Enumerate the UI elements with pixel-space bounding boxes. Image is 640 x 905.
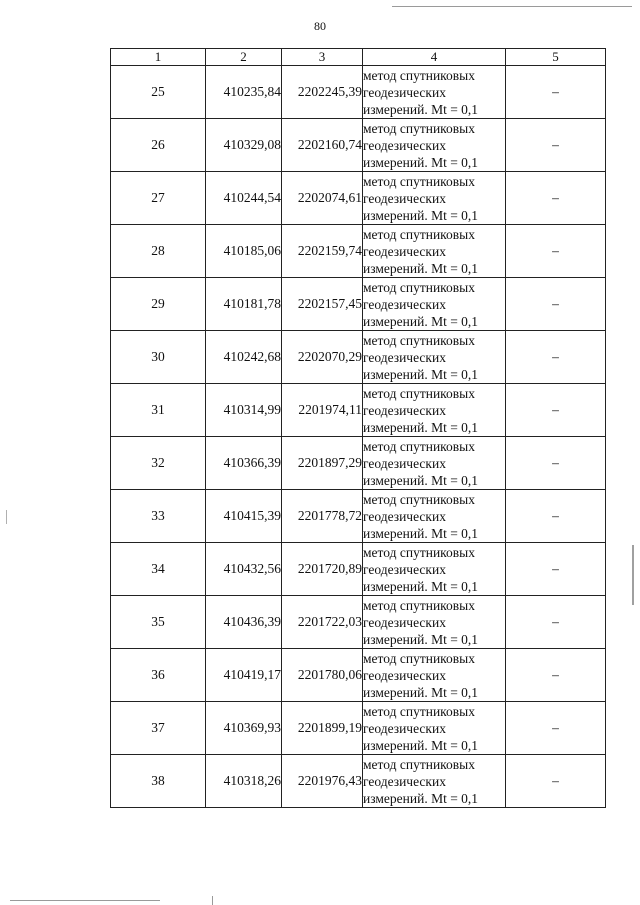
method-text-line: измерений. Mt = 0,1 — [363, 684, 479, 700]
method-text-line: геодезических — [363, 84, 446, 100]
method-text-line: геодезических — [363, 349, 446, 365]
note-cell: – — [506, 225, 606, 278]
scan-artifact-bottom-line — [10, 900, 160, 901]
point-number-cell: 33 — [111, 490, 206, 543]
coordinate-y-cell: 2201976,43 — [282, 755, 363, 808]
table-row — [111, 172, 606, 225]
point-number-cell: 38 — [111, 755, 206, 808]
method-text-line: геодезических — [363, 137, 446, 153]
coordinate-x-cell: 410369,93 — [206, 702, 282, 755]
method-text-line: геодезических — [363, 667, 446, 683]
method-text-line: метод спутниковых — [363, 703, 475, 719]
method-text-line: измерений. Mt = 0,1 — [363, 737, 479, 753]
note-cell: – — [506, 490, 606, 543]
point-number-cell: 27 — [111, 172, 206, 225]
point-number-cell: 31 — [111, 384, 206, 437]
table-row — [111, 649, 606, 702]
method-text-line: измерений. Mt = 0,1 — [363, 525, 479, 541]
note-cell: – — [506, 66, 606, 119]
coordinate-x-cell: 410244,54 — [206, 172, 282, 225]
column-header-2: 2 — [206, 49, 282, 66]
method-cell — [363, 437, 506, 490]
coordinate-x-cell: 410415,39 — [206, 490, 282, 543]
method-text-line: измерений. Mt = 0,1 — [363, 366, 479, 382]
method-text-line: измерений. Mt = 0,1 — [363, 578, 479, 594]
table-row — [111, 490, 606, 543]
page-number: 80 — [314, 19, 326, 33]
method-text-line: метод спутниковых — [363, 332, 475, 348]
coordinate-x-cell: 410419,17 — [206, 649, 282, 702]
note-cell: – — [506, 119, 606, 172]
note-cell: – — [506, 649, 606, 702]
note-cell: – — [506, 702, 606, 755]
method-text-line: измерений. Mt = 0,1 — [363, 260, 479, 276]
column-header-5: 5 — [506, 49, 606, 66]
method-text-line: измерений. Mt = 0,1 — [363, 790, 479, 806]
point-number-cell: 37 — [111, 702, 206, 755]
note-cell: – — [506, 596, 606, 649]
note-cell: – — [506, 331, 606, 384]
coordinate-y-cell: 2202070,29 — [282, 331, 363, 384]
column-header-1: 1 — [111, 49, 206, 66]
note-cell: – — [506, 384, 606, 437]
method-text-line: метод спутниковых — [363, 756, 475, 772]
method-text-line: геодезических — [363, 773, 446, 789]
coordinate-y-cell: 2201780,06 — [282, 649, 363, 702]
coordinate-y-cell: 2202074,61 — [282, 172, 363, 225]
point-number-cell: 36 — [111, 649, 206, 702]
note-cell: – — [506, 278, 606, 331]
point-number-cell: 25 — [111, 66, 206, 119]
method-text-line: геодезических — [363, 243, 446, 259]
method-cell — [363, 490, 506, 543]
point-number-cell: 32 — [111, 437, 206, 490]
method-text-line: метод спутниковых — [363, 544, 475, 560]
coordinates-table — [110, 48, 606, 808]
method-cell — [363, 331, 506, 384]
method-text-line: метод спутниковых — [363, 491, 475, 507]
method-text-line: метод спутниковых — [363, 438, 475, 454]
method-text-line: метод спутниковых — [363, 279, 475, 295]
method-text-line: измерений. Mt = 0,1 — [363, 207, 479, 223]
coordinate-x-cell: 410242,68 — [206, 331, 282, 384]
table-row — [111, 437, 606, 490]
scan-artifact-left-mark — [6, 510, 7, 524]
table-row — [111, 702, 606, 755]
table-row — [111, 66, 606, 119]
point-number-cell: 28 — [111, 225, 206, 278]
table-body — [111, 66, 606, 808]
method-text-line: геодезических — [363, 614, 446, 630]
coordinate-x-cell: 410314,99 — [206, 384, 282, 437]
method-text-line: метод спутниковых — [363, 597, 475, 613]
coordinate-x-cell: 410185,06 — [206, 225, 282, 278]
note-cell: – — [506, 543, 606, 596]
scan-artifact-top-line — [392, 6, 632, 7]
column-header-3: 3 — [282, 49, 363, 66]
table-row — [111, 331, 606, 384]
coordinate-y-cell: 2202157,45 — [282, 278, 363, 331]
method-text-line: геодезических — [363, 402, 446, 418]
table-header-row — [111, 49, 606, 66]
coordinate-y-cell: 2201778,72 — [282, 490, 363, 543]
table-row — [111, 384, 606, 437]
coordinate-y-cell: 2201722,03 — [282, 596, 363, 649]
coordinate-y-cell: 2202160,74 — [282, 119, 363, 172]
method-text-line: метод спутниковых — [363, 173, 475, 189]
method-cell — [363, 384, 506, 437]
method-text-line: геодезических — [363, 455, 446, 471]
method-text-line: геодезических — [363, 720, 446, 736]
method-cell — [363, 66, 506, 119]
method-text-line: геодезических — [363, 508, 446, 524]
note-cell: – — [506, 755, 606, 808]
point-number-cell: 26 — [111, 119, 206, 172]
method-text-line: измерений. Mt = 0,1 — [363, 472, 479, 488]
note-cell: – — [506, 172, 606, 225]
coordinate-x-cell: 410436,39 — [206, 596, 282, 649]
note-cell: – — [506, 437, 606, 490]
method-cell — [363, 649, 506, 702]
method-text-line: метод спутниковых — [363, 226, 475, 242]
method-text-line: измерений. Mt = 0,1 — [363, 313, 479, 329]
point-number-cell: 34 — [111, 543, 206, 596]
method-text-line: измерений. Mt = 0,1 — [363, 154, 479, 170]
method-cell — [363, 119, 506, 172]
method-text-line: геодезических — [363, 190, 446, 206]
method-cell — [363, 755, 506, 808]
table-row — [111, 543, 606, 596]
coordinate-x-cell: 410432,56 — [206, 543, 282, 596]
point-number-cell: 29 — [111, 278, 206, 331]
table-row — [111, 596, 606, 649]
scan-artifact-right-mark — [632, 545, 634, 605]
coordinate-y-cell: 2201720,89 — [282, 543, 363, 596]
coordinate-x-cell: 410318,26 — [206, 755, 282, 808]
coordinate-y-cell: 2201899,19 — [282, 702, 363, 755]
method-cell — [363, 225, 506, 278]
coordinate-x-cell: 410366,39 — [206, 437, 282, 490]
coordinate-y-cell: 2202159,74 — [282, 225, 363, 278]
method-cell — [363, 596, 506, 649]
method-cell — [363, 172, 506, 225]
coordinate-x-cell: 410329,08 — [206, 119, 282, 172]
table-row — [111, 119, 606, 172]
method-text-line: измерений. Mt = 0,1 — [363, 419, 479, 435]
table-row — [111, 278, 606, 331]
method-cell — [363, 543, 506, 596]
coordinate-x-cell: 410235,84 — [206, 66, 282, 119]
point-number-cell: 35 — [111, 596, 206, 649]
table-row — [111, 755, 606, 808]
method-text-line: измерений. Mt = 0,1 — [363, 101, 479, 117]
method-text-line: геодезических — [363, 296, 446, 312]
coordinate-y-cell: 2201897,29 — [282, 437, 363, 490]
scan-artifact-bottom-tick — [212, 896, 213, 905]
table-row — [111, 225, 606, 278]
column-header-4: 4 — [363, 49, 506, 66]
method-text-line: метод спутниковых — [363, 120, 475, 136]
method-text-line: измерений. Mt = 0,1 — [363, 631, 479, 647]
method-cell — [363, 278, 506, 331]
method-text-line: метод спутниковых — [363, 650, 475, 666]
method-cell — [363, 702, 506, 755]
coordinate-y-cell: 2201974,11 — [282, 384, 363, 437]
coordinate-x-cell: 410181,78 — [206, 278, 282, 331]
method-text-line: метод спутниковых — [363, 67, 475, 83]
coordinate-y-cell: 2202245,39 — [282, 66, 363, 119]
method-text-line: метод спутниковых — [363, 385, 475, 401]
method-text-line: геодезических — [363, 561, 446, 577]
point-number-cell: 30 — [111, 331, 206, 384]
